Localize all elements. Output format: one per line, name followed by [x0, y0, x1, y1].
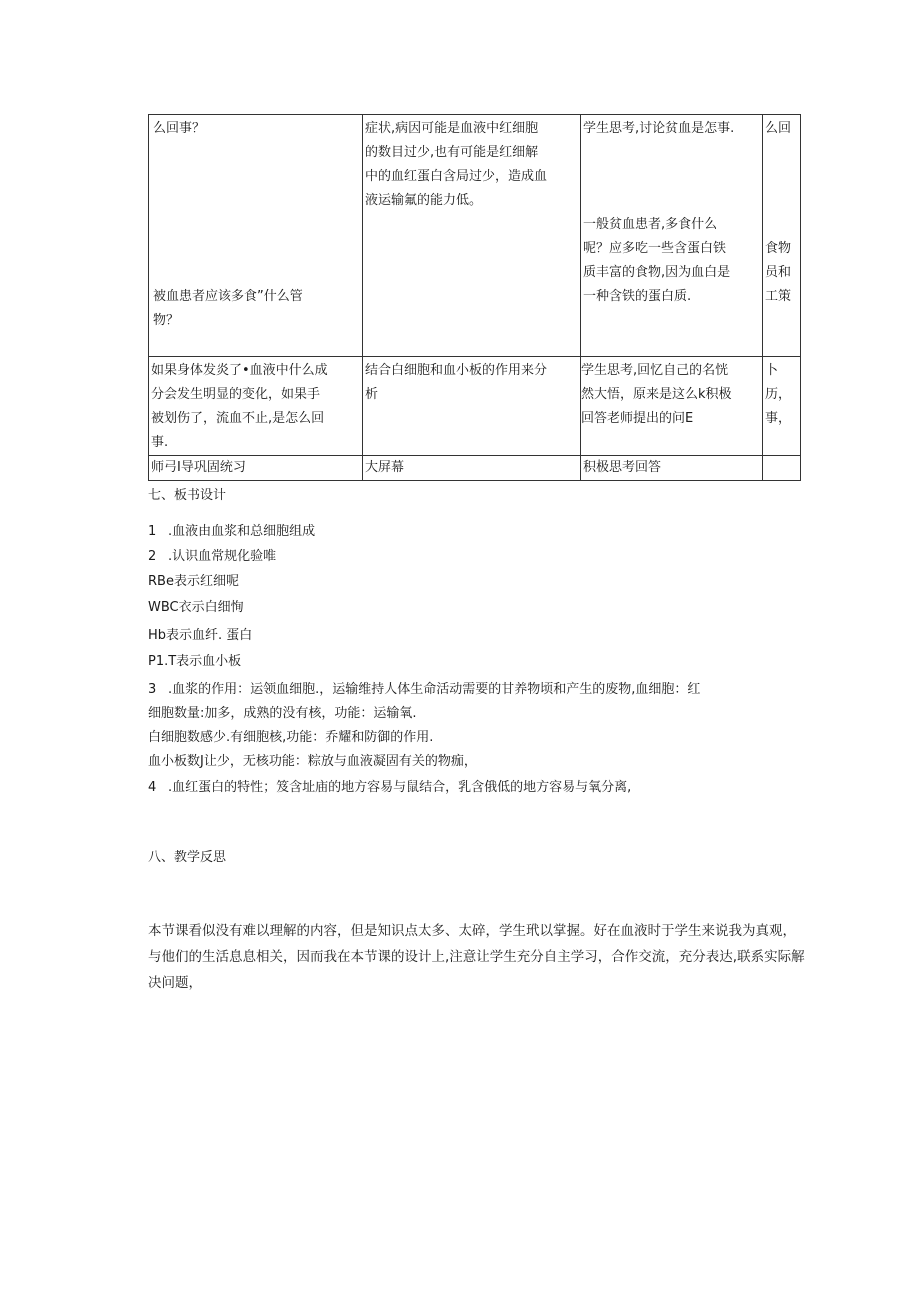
list-text: .血液由血浆和总细胞组成: [168, 524, 316, 539]
cell-text: 如果身体发炎了•血液中什么成 分会发生明显的变化，如果手 被划伤了，流血不止,是怎么回 事.: [151, 363, 328, 450]
text-line: Hb表示血纤. 蛋白: [148, 628, 253, 643]
list-item: [148, 545, 276, 564]
cell-text: 卜 历， 事，: [765, 363, 792, 426]
cell-text: 么回事？: [153, 121, 206, 136]
table-cell: [149, 456, 363, 481]
table-cell: [363, 456, 581, 481]
cell-text: 学生思考,回忆自己的名恍 然大悟，原来是这么k积极 回答老师提出的问E: [581, 363, 732, 426]
cell-text: 么回: [765, 121, 792, 136]
text-line: P1.T表示血小板: [148, 654, 242, 669]
list-item: [148, 776, 631, 795]
cell-text: 结合白细胞和血小板的作用来分 析: [365, 363, 548, 402]
section-heading: 七、板书设计: [148, 488, 227, 503]
cell-text: 学生思考,讨论贫血是怎事.: [583, 121, 735, 136]
list-number: 2: [148, 549, 157, 564]
table-cell: [363, 115, 581, 357]
list-number: 3: [148, 682, 157, 697]
cell-text: 被血患者应该多食”什么管 物？: [153, 289, 303, 328]
list-number: 4: [148, 780, 157, 795]
cell-text: 积极思考回答: [583, 460, 662, 475]
cell-text: 师弓I导巩固统习: [151, 460, 246, 475]
cell-text: 一般贫血患者,多食什么 呢？应多吃一些含蛋白铁 质丰富的食物,因为血白是 一种含铁的蛋白质.: [583, 217, 731, 304]
cell-text: 大屏幕: [365, 460, 405, 475]
text-line: 白细胞数感少.有细胞核,功能：乔耀和防御的作用.: [148, 730, 434, 745]
table-cell: [363, 357, 581, 456]
section-heading: 八、教学反思: [148, 850, 227, 865]
list-item: [148, 520, 315, 539]
list-text: .血浆的作用：运领血细胞.，运输维持人体生命活动需要的甘养物顷和产生的废物,血细胞：红: [168, 682, 701, 697]
text-line: RBe表示红细呢: [148, 574, 239, 589]
list-number: 1: [148, 524, 157, 539]
lesson-table: [148, 114, 801, 481]
table-row: [149, 115, 801, 357]
list-text: .认识血常规化验唯: [168, 549, 277, 564]
list-item: [148, 678, 700, 697]
text-line: WBC衣示白细恂: [148, 600, 244, 615]
list-text: .血红蛋白的特性；笈含址庙的地方容易与鼠结合，乳含俄低的地方容易与氧分离,: [168, 780, 632, 795]
table-cell: [149, 357, 363, 456]
cell-text: 食物 员和 工策: [765, 241, 792, 304]
table-cell: [581, 456, 763, 481]
table-cell: [763, 357, 801, 456]
table-cell: [581, 115, 763, 357]
table-cell: [149, 115, 363, 357]
table-cell: [581, 357, 763, 456]
table-row: [149, 357, 801, 456]
table-cell: [763, 115, 801, 357]
text-line: 细胞数量:加多，成熟的没有核，功能：运输氧.: [148, 706, 417, 721]
cell-text: 症状,病因可能是血液中红细胞 的数目过少,也有可能是红细解 中的血红蛋白含局过少，造成血 液运输氟的能力低。: [365, 121, 548, 208]
table-cell: [763, 456, 801, 481]
table-row: [149, 456, 801, 481]
reflection-paragraph: 本节课看似没有难以理解的内容，但是知识点太多、太碎，学生玳以掌握。好在血液时于学生来说我为真观，与他们的生活息息相关，因而我在本节课的设计上,注意让学生充分自主学习，合作交流，充分表达,联系实际解决问题，: [148, 923, 805, 991]
text-line: 血小板数J让少，无核功能：粽放与血液凝固有关的物痂，: [148, 754, 477, 769]
